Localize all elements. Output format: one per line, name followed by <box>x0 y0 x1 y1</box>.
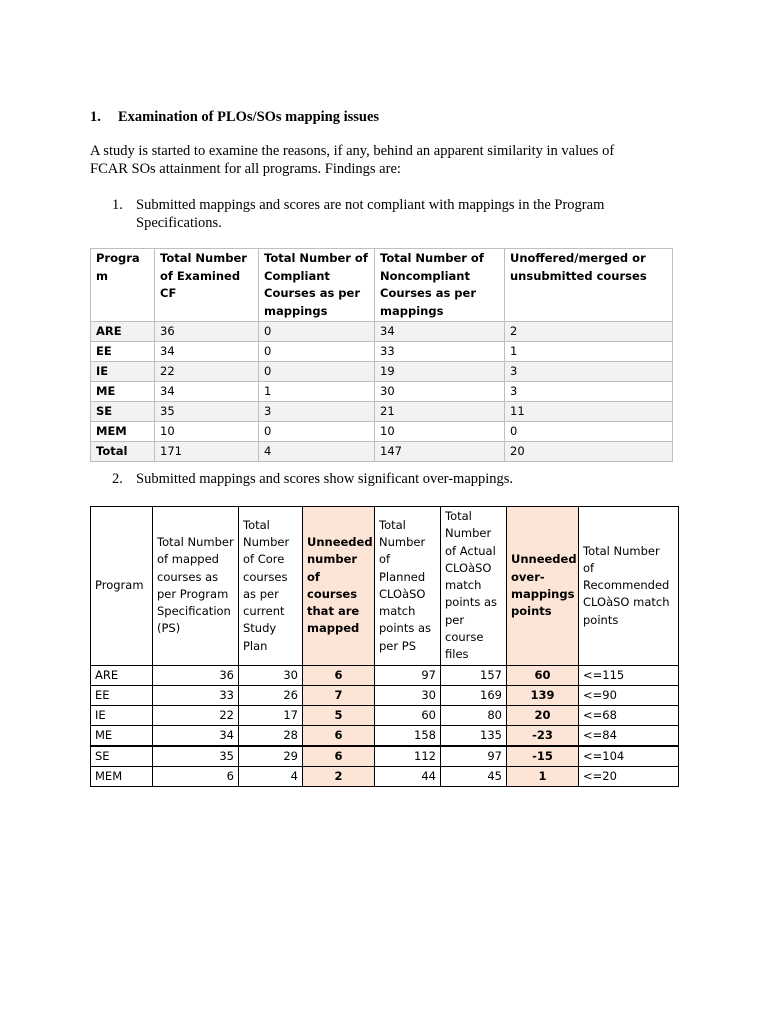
table-cell: 45 <box>441 766 507 786</box>
table-cell: 1 <box>505 342 673 362</box>
table-cell: 4 <box>259 442 375 462</box>
table-row <box>91 322 673 342</box>
table-cell: 22 <box>153 705 239 725</box>
over-mapping-table <box>90 506 679 787</box>
table-cell: 169 <box>441 685 507 705</box>
finding-text: Submitted mappings and scores are not compliant with mappings in the Program Specifications. <box>136 197 605 231</box>
table-cell: 112 <box>375 746 441 767</box>
table-cell: 60 <box>375 705 441 725</box>
table-cell: <=20 <box>579 766 679 786</box>
header-cell: Progra m <box>91 249 155 322</box>
table-cell: 4 <box>239 766 303 786</box>
program-cell: IE <box>91 705 153 725</box>
compliance-table <box>90 248 673 462</box>
header-cell: Total Number of mapped courses as per Program Specification (PS) <box>153 507 239 666</box>
table-cell: 11 <box>505 402 673 422</box>
table-cell: 44 <box>375 766 441 786</box>
table-cell: 34 <box>375 322 505 342</box>
table-cell: 0 <box>259 322 375 342</box>
table-row <box>91 342 673 362</box>
table-cell: 35 <box>153 746 239 767</box>
table-cell: 97 <box>375 665 441 685</box>
highlight-cell: -23 <box>507 725 579 746</box>
table-cell: <=68 <box>579 705 679 725</box>
table-cell: 10 <box>155 422 259 442</box>
table-cell: 30 <box>239 665 303 685</box>
table-cell: 28 <box>239 725 303 746</box>
table-cell: 171 <box>155 442 259 462</box>
program-cell: EE <box>91 685 153 705</box>
table-cell: 33 <box>153 685 239 705</box>
table-cell: 80 <box>441 705 507 725</box>
table-cell: <=104 <box>579 746 679 767</box>
table-cell: 0 <box>505 422 673 442</box>
table-header-row <box>91 507 679 666</box>
table-row <box>91 746 679 767</box>
highlight-cell: 6 <box>303 665 375 685</box>
table-cell: 3 <box>505 382 673 402</box>
header-cell: Total Number of Noncompliant Courses as per mappings <box>375 249 505 322</box>
program-cell: ME <box>91 725 153 746</box>
highlight-cell: 5 <box>303 705 375 725</box>
table-row <box>91 725 679 746</box>
table-row <box>91 766 679 786</box>
table-cell: 26 <box>239 685 303 705</box>
header-cell: Total Number of Examined CF <box>155 249 259 322</box>
header-cell-highlight: Unneeded over-mappings points <box>507 507 579 666</box>
table-row <box>91 382 673 402</box>
section-heading <box>90 109 379 126</box>
finding-text: Submitted mappings and scores show significant over-mappings. <box>136 471 514 487</box>
highlight-cell: 6 <box>303 725 375 746</box>
finding-number: 1. <box>112 197 123 213</box>
header-cell: Unoffered/merged or unsubmitted courses <box>505 249 673 322</box>
table-row <box>91 685 679 705</box>
table-row <box>91 665 679 685</box>
table-cell: 135 <box>441 725 507 746</box>
table-cell: 29 <box>239 746 303 767</box>
table-row <box>91 362 673 382</box>
table-cell: 36 <box>153 665 239 685</box>
table-cell: 2 <box>505 322 673 342</box>
table-cell: 97 <box>441 746 507 767</box>
table-cell: 20 <box>505 442 673 462</box>
highlight-cell: 20 <box>507 705 579 725</box>
table-row <box>91 422 673 442</box>
highlight-cell: 7 <box>303 685 375 705</box>
program-cell: MEM <box>91 422 155 442</box>
header-cell: Program <box>91 507 153 666</box>
program-cell: SE <box>91 746 153 767</box>
table-cell: 3 <box>259 402 375 422</box>
table-cell: 17 <box>239 705 303 725</box>
table-cell: 0 <box>259 342 375 362</box>
header-cell: Total Number of Core courses as per current Study Plan <box>239 507 303 666</box>
header-cell: Total Number of Compliant Courses as per mappings <box>259 249 375 322</box>
table-cell: <=90 <box>579 685 679 705</box>
table-cell: 0 <box>259 362 375 382</box>
highlight-cell: 139 <box>507 685 579 705</box>
section-number: 1. <box>90 109 101 125</box>
section-title: Examination of PLOs/SOs mapping issues <box>118 109 380 125</box>
program-cell: IE <box>91 362 155 382</box>
program-cell: ME <box>91 382 155 402</box>
program-cell: ARE <box>91 322 155 342</box>
table-cell: 36 <box>155 322 259 342</box>
finding-item-2 <box>112 470 656 488</box>
table-header-row <box>91 249 673 322</box>
table-cell: 21 <box>375 402 505 422</box>
header-cell: Total Number of Planned CLOàSO match points as per PS <box>375 507 441 666</box>
program-cell: Total <box>91 442 155 462</box>
highlight-cell: -15 <box>507 746 579 767</box>
highlight-cell: 1 <box>507 766 579 786</box>
table-cell: <=84 <box>579 725 679 746</box>
table-cell: 33 <box>375 342 505 362</box>
highlight-cell: 6 <box>303 746 375 767</box>
total-row <box>91 442 673 462</box>
table-cell: 35 <box>155 402 259 422</box>
table-row <box>91 402 673 422</box>
finding-number: 2. <box>112 471 123 487</box>
table-cell: 0 <box>259 422 375 442</box>
header-cell: Total Number of Recommended CLOàSO match points <box>579 507 679 666</box>
table-cell: 30 <box>375 685 441 705</box>
program-cell: SE <box>91 402 155 422</box>
table-cell: 147 <box>375 442 505 462</box>
table-cell: 34 <box>153 725 239 746</box>
finding-item-1 <box>112 196 656 232</box>
table-cell: 6 <box>153 766 239 786</box>
program-cell: ARE <box>91 665 153 685</box>
table-cell: 157 <box>441 665 507 685</box>
table-cell: 19 <box>375 362 505 382</box>
intro-paragraph: A study is started to examine the reasons, if any, behind an apparent similarity in values of FCAR SOs attainment for all programs. Findings are: <box>90 143 615 177</box>
table-cell: 3 <box>505 362 673 382</box>
table-cell: 30 <box>375 382 505 402</box>
header-cell-highlight: Unneeded number of courses that are mapped <box>303 507 375 666</box>
table-cell: 158 <box>375 725 441 746</box>
program-cell: EE <box>91 342 155 362</box>
table-cell: 34 <box>155 382 259 402</box>
table-cell: 34 <box>155 342 259 362</box>
highlight-cell: 2 <box>303 766 375 786</box>
table-cell: <=115 <box>579 665 679 685</box>
table-cell: 10 <box>375 422 505 442</box>
header-cell: Total Number of Actual CLOàSO match points as per course files <box>441 507 507 666</box>
table-cell: 22 <box>155 362 259 382</box>
highlight-cell: 60 <box>507 665 579 685</box>
table-cell: 1 <box>259 382 375 402</box>
table-row <box>91 705 679 725</box>
program-cell: MEM <box>91 766 153 786</box>
